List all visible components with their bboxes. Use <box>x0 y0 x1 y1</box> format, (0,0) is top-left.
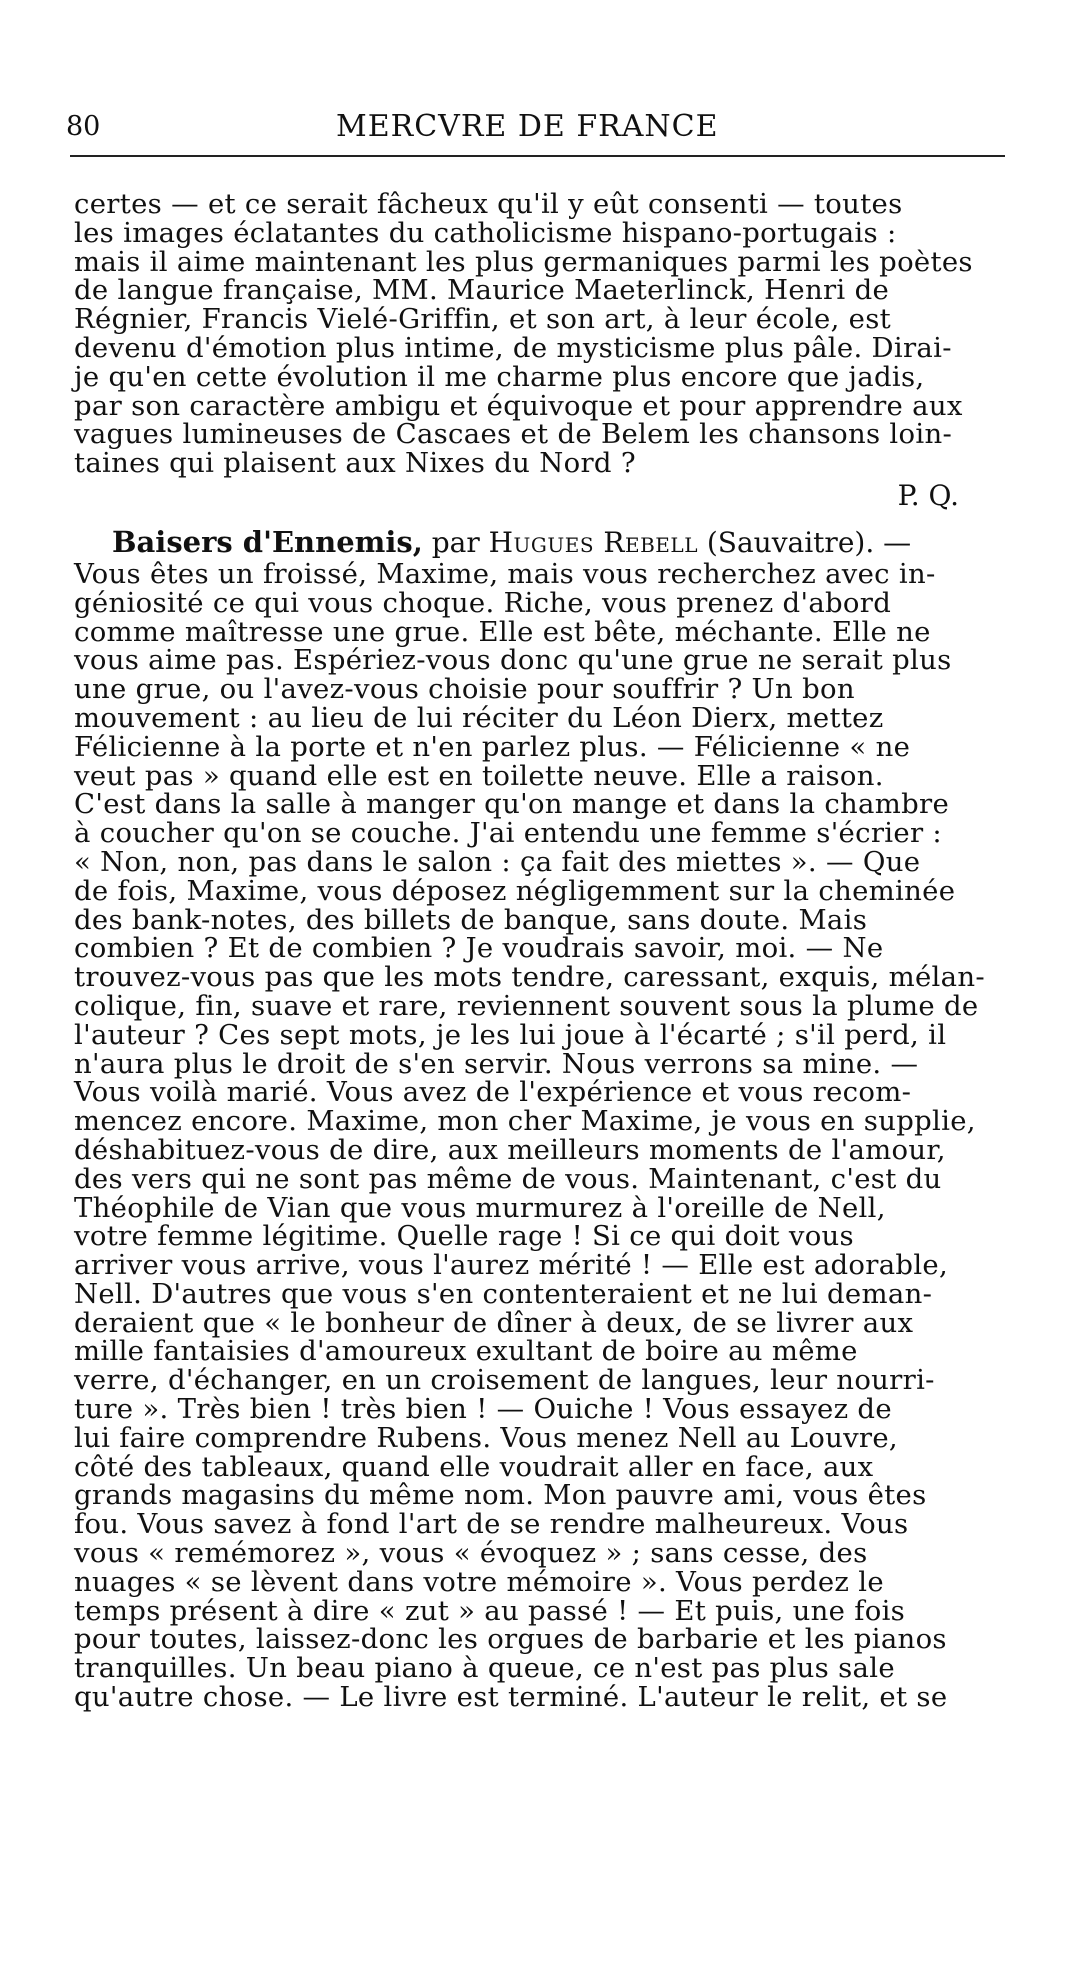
text-line: côté des tableaux, quand elle voudrait aller en face, aux <box>74 1450 874 1483</box>
text-line: vagues lumineuses de Cascaes et de Belem les chansons loin- <box>74 418 953 451</box>
header-rule <box>70 155 1005 157</box>
text-line: arriver vous arrive, vous l'aurez mérité ! — Elle est adorable, <box>74 1249 949 1282</box>
text-line: comme maîtresse une grue. Elle est bête, méchante. Elle ne <box>74 615 931 648</box>
text-line: qu'autre chose. — Le livre est terminé. L'auteur le relit, et se <box>74 1681 948 1714</box>
text-line: « Non, non, pas dans le salon : ça fait des miettes ». — Que <box>74 845 921 878</box>
text-line: Félicienne à la porte et n'en parlez plus. — Félicienne « ne <box>74 730 911 763</box>
signature: P. Q. <box>897 478 959 512</box>
text-line: grands magasins du même nom. Mon pauvre ami, vous êtes <box>74 1479 927 1512</box>
text-line: trouvez-vous pas que les mots tendre, caressant, exquis, mélan- <box>74 961 985 994</box>
paragraph-continued <box>74 190 1004 478</box>
publisher: (Sauvaitre). — <box>697 525 912 559</box>
by-label: par <box>422 525 489 559</box>
body-text <box>74 190 1004 1712</box>
text-line: pour toutes, laissez-donc les orgues de barbarie et les pianos <box>74 1623 947 1656</box>
text-line: de langue française, MM. Maurice Maeterlinck, Henri de <box>74 274 890 307</box>
text-line: devenu d'émotion plus intime, de mysticisme plus pâle. Dirai- <box>74 331 952 364</box>
text-line: combien ? Et de combien ? Je voudrais savoir, moi. — Ne <box>74 932 884 965</box>
text-line: temps présent à dire « zut » au passé ! — Et puis, une fois <box>74 1594 906 1627</box>
text-line: une grue, ou l'avez-vous choisie pour souffrir ? Un bon <box>74 673 855 706</box>
text-line: les images éclatantes du catholicisme hispano-portugais : <box>74 216 897 249</box>
text-line: colique, fin, suave et rare, reviennent souvent sous la plume de <box>74 989 979 1022</box>
text-line: deraient que « le bonheur de dîner à deux, de se livrer aux <box>74 1306 914 1339</box>
running-head <box>66 106 1006 148</box>
text-line: mais il aime maintenant les plus germaniques parmi les poètes <box>74 245 973 278</box>
text-line: taines qui plaisent aux Nixes du Nord ? <box>74 447 636 480</box>
text-line: votre femme légitime. Quelle rage ! Si ce qui doit vous <box>74 1220 854 1253</box>
text-line: fou. Vous savez à fond l'art de se rendre malheureux. Vous <box>74 1508 909 1541</box>
text-line: des vers qui ne sont pas même de vous. Maintenant, c'est du <box>74 1162 942 1195</box>
text-line: Théophile de Vian que vous murmurez à l'oreille de Nell, <box>74 1191 886 1224</box>
text-line: vous aime pas. Espériez-vous donc qu'une grue ne serait plus <box>74 644 952 677</box>
text-line: Régnier, Francis Vielé-Griffin, et son art, à leur école, est <box>74 303 892 336</box>
text-line: mille fantaisies d'amoureux exultant de boire au même <box>74 1335 858 1368</box>
text-line: déshabituez-vous de dire, aux meilleurs moments de l'amour, <box>74 1133 946 1166</box>
review-paragraph <box>74 557 1004 1714</box>
text-line: n'aura plus le droit de s'en servir. Nous verrons sa mine. — <box>74 1047 919 1080</box>
running-title: MERCVRE DE FRANCE <box>336 109 719 144</box>
text-line: vous « remémorez », vous « évoquez » ; sans cesse, des <box>74 1537 868 1570</box>
text-line: ture ». Très bien ! très bien ! — Ouiche ! Vous essayez de <box>74 1393 892 1426</box>
text-line: de fois, Maxime, vous déposez négligemment sur la cheminée <box>74 874 956 907</box>
text-line: mencez encore. Maxime, mon cher Maxime, je vous en supplie, <box>74 1105 976 1138</box>
text-line: Nell. D'autres que vous s'en contenteraient et ne lui deman- <box>74 1277 933 1310</box>
text-line: verre, d'échanger, en un croisement de langues, leur nourri- <box>74 1364 935 1397</box>
text-line: géniosité ce qui vous choque. Riche, vous prenez d'abord <box>74 586 892 619</box>
book-title: Baisers d'Ennemis, <box>112 524 423 559</box>
text-line: Vous voilà marié. Vous avez de l'expérience et vous recom- <box>74 1076 912 1109</box>
text-line: par son caractère ambigu et équivoque et pour apprendre aux <box>74 389 963 422</box>
text-line: mouvement : au lieu de lui réciter du Léon Dierx, mettez <box>74 701 884 734</box>
text-line: lui faire comprendre Rubens. Vous menez Nell au Louvre, <box>74 1421 898 1454</box>
text-line: tranquilles. Un beau piano à queue, ce n'est pas plus sale <box>74 1652 895 1685</box>
text-line: C'est dans la salle à manger qu'on mange et dans la chambre <box>74 788 950 821</box>
text-line: je qu'en cette évolution il me charme plus encore que jadis, <box>74 360 925 393</box>
review-heading <box>74 524 1004 560</box>
text-line: Vous êtes un froissé, Maxime, mais vous recherchez avec in- <box>74 557 936 590</box>
page-number: 80 <box>66 111 101 142</box>
author-name: Hugues Rebell <box>488 525 698 559</box>
text-line: nuages « se lèvent dans votre mémoire ». Vous perdez le <box>74 1565 884 1598</box>
text-line: à coucher qu'on se couche. J'ai entendu une femme s'écrier : <box>74 817 943 850</box>
text-line: des bank-notes, des billets de banque, sans doute. Mais <box>74 903 868 936</box>
text-line: certes — et ce serait fâcheux qu'il y eût consenti — toutes <box>74 188 903 220</box>
text-line: l'auteur ? Ces sept mots, je les lui joue à l'écarté ; s'il perd, il <box>74 1018 947 1051</box>
text-line: veut pas » quand elle est en toilette neuve. Elle a raison. <box>74 759 884 792</box>
